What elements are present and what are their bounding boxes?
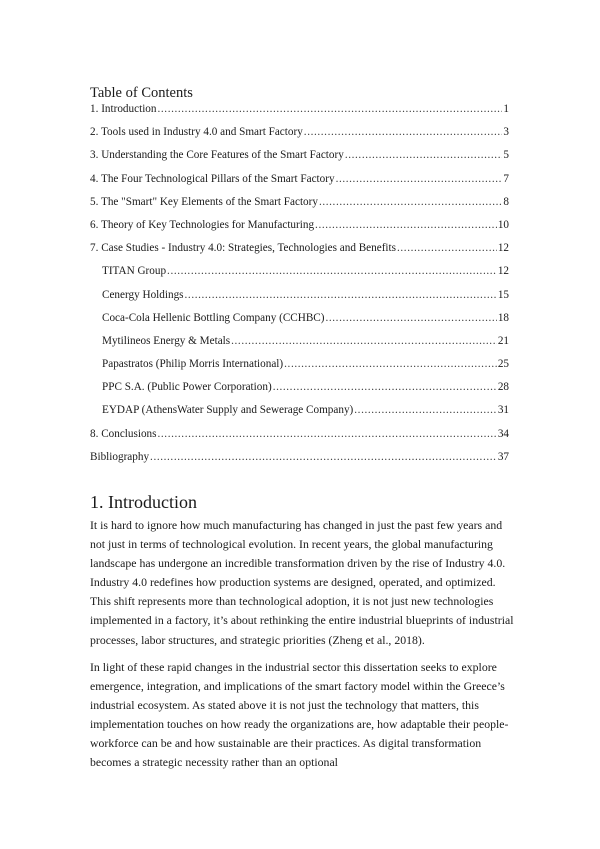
toc-entry[interactable] [90,380,509,403]
toc-entry-label: Coca-Cola Hellenic Bottling Company (CCHBC) [102,311,325,324]
toc-entry-label: Papastratos (Philip Morris International) [102,358,284,371]
toc-entry[interactable] [90,172,509,195]
toc-entry[interactable] [90,125,509,148]
toc-entry-page: 37 [497,450,509,463]
toc-entry[interactable] [90,334,509,357]
toc-entry-page: 21 [497,334,509,347]
toc-entry-page: 12 [497,265,509,278]
section-body [90,516,515,780]
toc-leader-dots [150,450,497,464]
toc-entry-page: 28 [497,381,509,394]
toc-leader-dots [284,357,497,371]
toc-entry-label: PPC S.A. (Public Power Corporation) [102,381,272,394]
toc-leader-dots [336,172,503,186]
toc-entry-page: 3 [503,126,509,139]
toc-entry[interactable] [90,241,509,264]
toc-entry[interactable] [90,450,509,473]
toc-leader-dots [315,218,497,232]
toc-entry[interactable] [90,218,509,241]
section-heading: 1. Introduction [90,492,197,512]
toc-entry[interactable] [90,102,509,125]
toc-leader-dots [167,264,497,278]
toc-leader-dots [231,334,497,348]
toc-entry-page: 18 [497,311,509,324]
toc-leader-dots [304,125,503,139]
toc-entry-label: 2. Tools used in Industry 4.0 and Smart Factory [90,126,303,139]
toc-leader-dots [354,403,497,417]
toc-entry-page: 8 [503,195,509,208]
toc-leader-dots [273,380,497,394]
toc-entry-label: EYDAP (AthensWater Supply and Sewerage Company) [102,404,354,417]
toc-entry-label: 1. Introduction [90,103,157,115]
toc-entry-label: 3. Understanding the Core Features of the Smart Factory [90,149,344,162]
toc-entry-page: 25 [497,358,509,371]
toc-entry-label: 8. Conclusions [90,427,157,440]
toc-entry[interactable] [90,148,509,171]
toc-entry-page: 10 [497,218,509,231]
paragraph: In light of these rapid changes in the industrial sector this dissertation seeks to explore emergence, integration, and implications of the smart factory model within the Greece’s industrial ecosystem. As stated above it is not just the technology that matters, this implementation touches on how ready the organizations are, how adaptable their people-workforce can be and how sustainable are their practices. As digital transformation becomes a strategic necessity rather than an optional [90,659,509,770]
toc-entry-label: 4. The Four Technological Pillars of the Smart Factory [90,172,335,185]
toc-leader-dots [325,311,496,325]
toc-entry-page: 12 [497,242,509,255]
toc-entry[interactable] [90,357,509,380]
toc-entry-page: 34 [497,427,509,440]
toc-entry-label: Mytilineos Energy & Metals [102,334,231,347]
toc-entry-page: 15 [497,288,509,301]
toc-leader-dots [319,195,502,209]
toc-title: Table of Contents [90,85,193,101]
toc-entry[interactable] [90,403,509,426]
toc-entry-label: 5. The "Smart" Key Elements of the Smart Factory [90,195,318,208]
toc-entry-page: 1 [503,103,509,115]
toc-entry-page: 7 [503,172,509,185]
toc-leader-dots [158,102,503,116]
toc-entry-label: Bibliography [90,450,150,463]
toc-leader-dots [158,427,497,441]
toc-entry-label: 7. Case Studies - Industry 4.0: Strategies, Technologies and Benefits [90,242,396,255]
toc-entry-label: TITAN Group [102,265,167,278]
toc-leader-dots [345,148,503,162]
toc-entry-label: Cenergy Holdings [102,288,184,301]
toc-entry[interactable] [90,264,509,287]
toc-entry-page: 31 [497,404,509,417]
toc-entry-page: 5 [503,149,509,162]
toc-leader-dots [397,241,497,255]
toc-entry[interactable] [90,427,509,450]
toc-entry[interactable] [90,288,509,311]
toc-entry-label: 6. Theory of Key Technologies for Manufacturing [90,218,315,231]
toc-leader-dots [185,288,497,302]
toc-entry[interactable] [90,195,509,218]
table-of-contents [90,102,509,473]
paragraph: It is hard to ignore how much manufacturing has changed in just the past few years and not just in terms of technological evolution. In recent years, the global manufacturing landscape has undergone an incredible transformation driven by the rise of Industry 4.0. Industry 4.0 redefines how production systems are designed, operated, and optimized. This shift represents more than technological adoption, it is not just new technologies implemented in a factory, it’s about rethinking the entire industrial blueprints of industrial processes, labor structures, and strategic priorities (Zheng et al., 2018). [90,518,514,647]
toc-entry[interactable] [90,311,509,334]
